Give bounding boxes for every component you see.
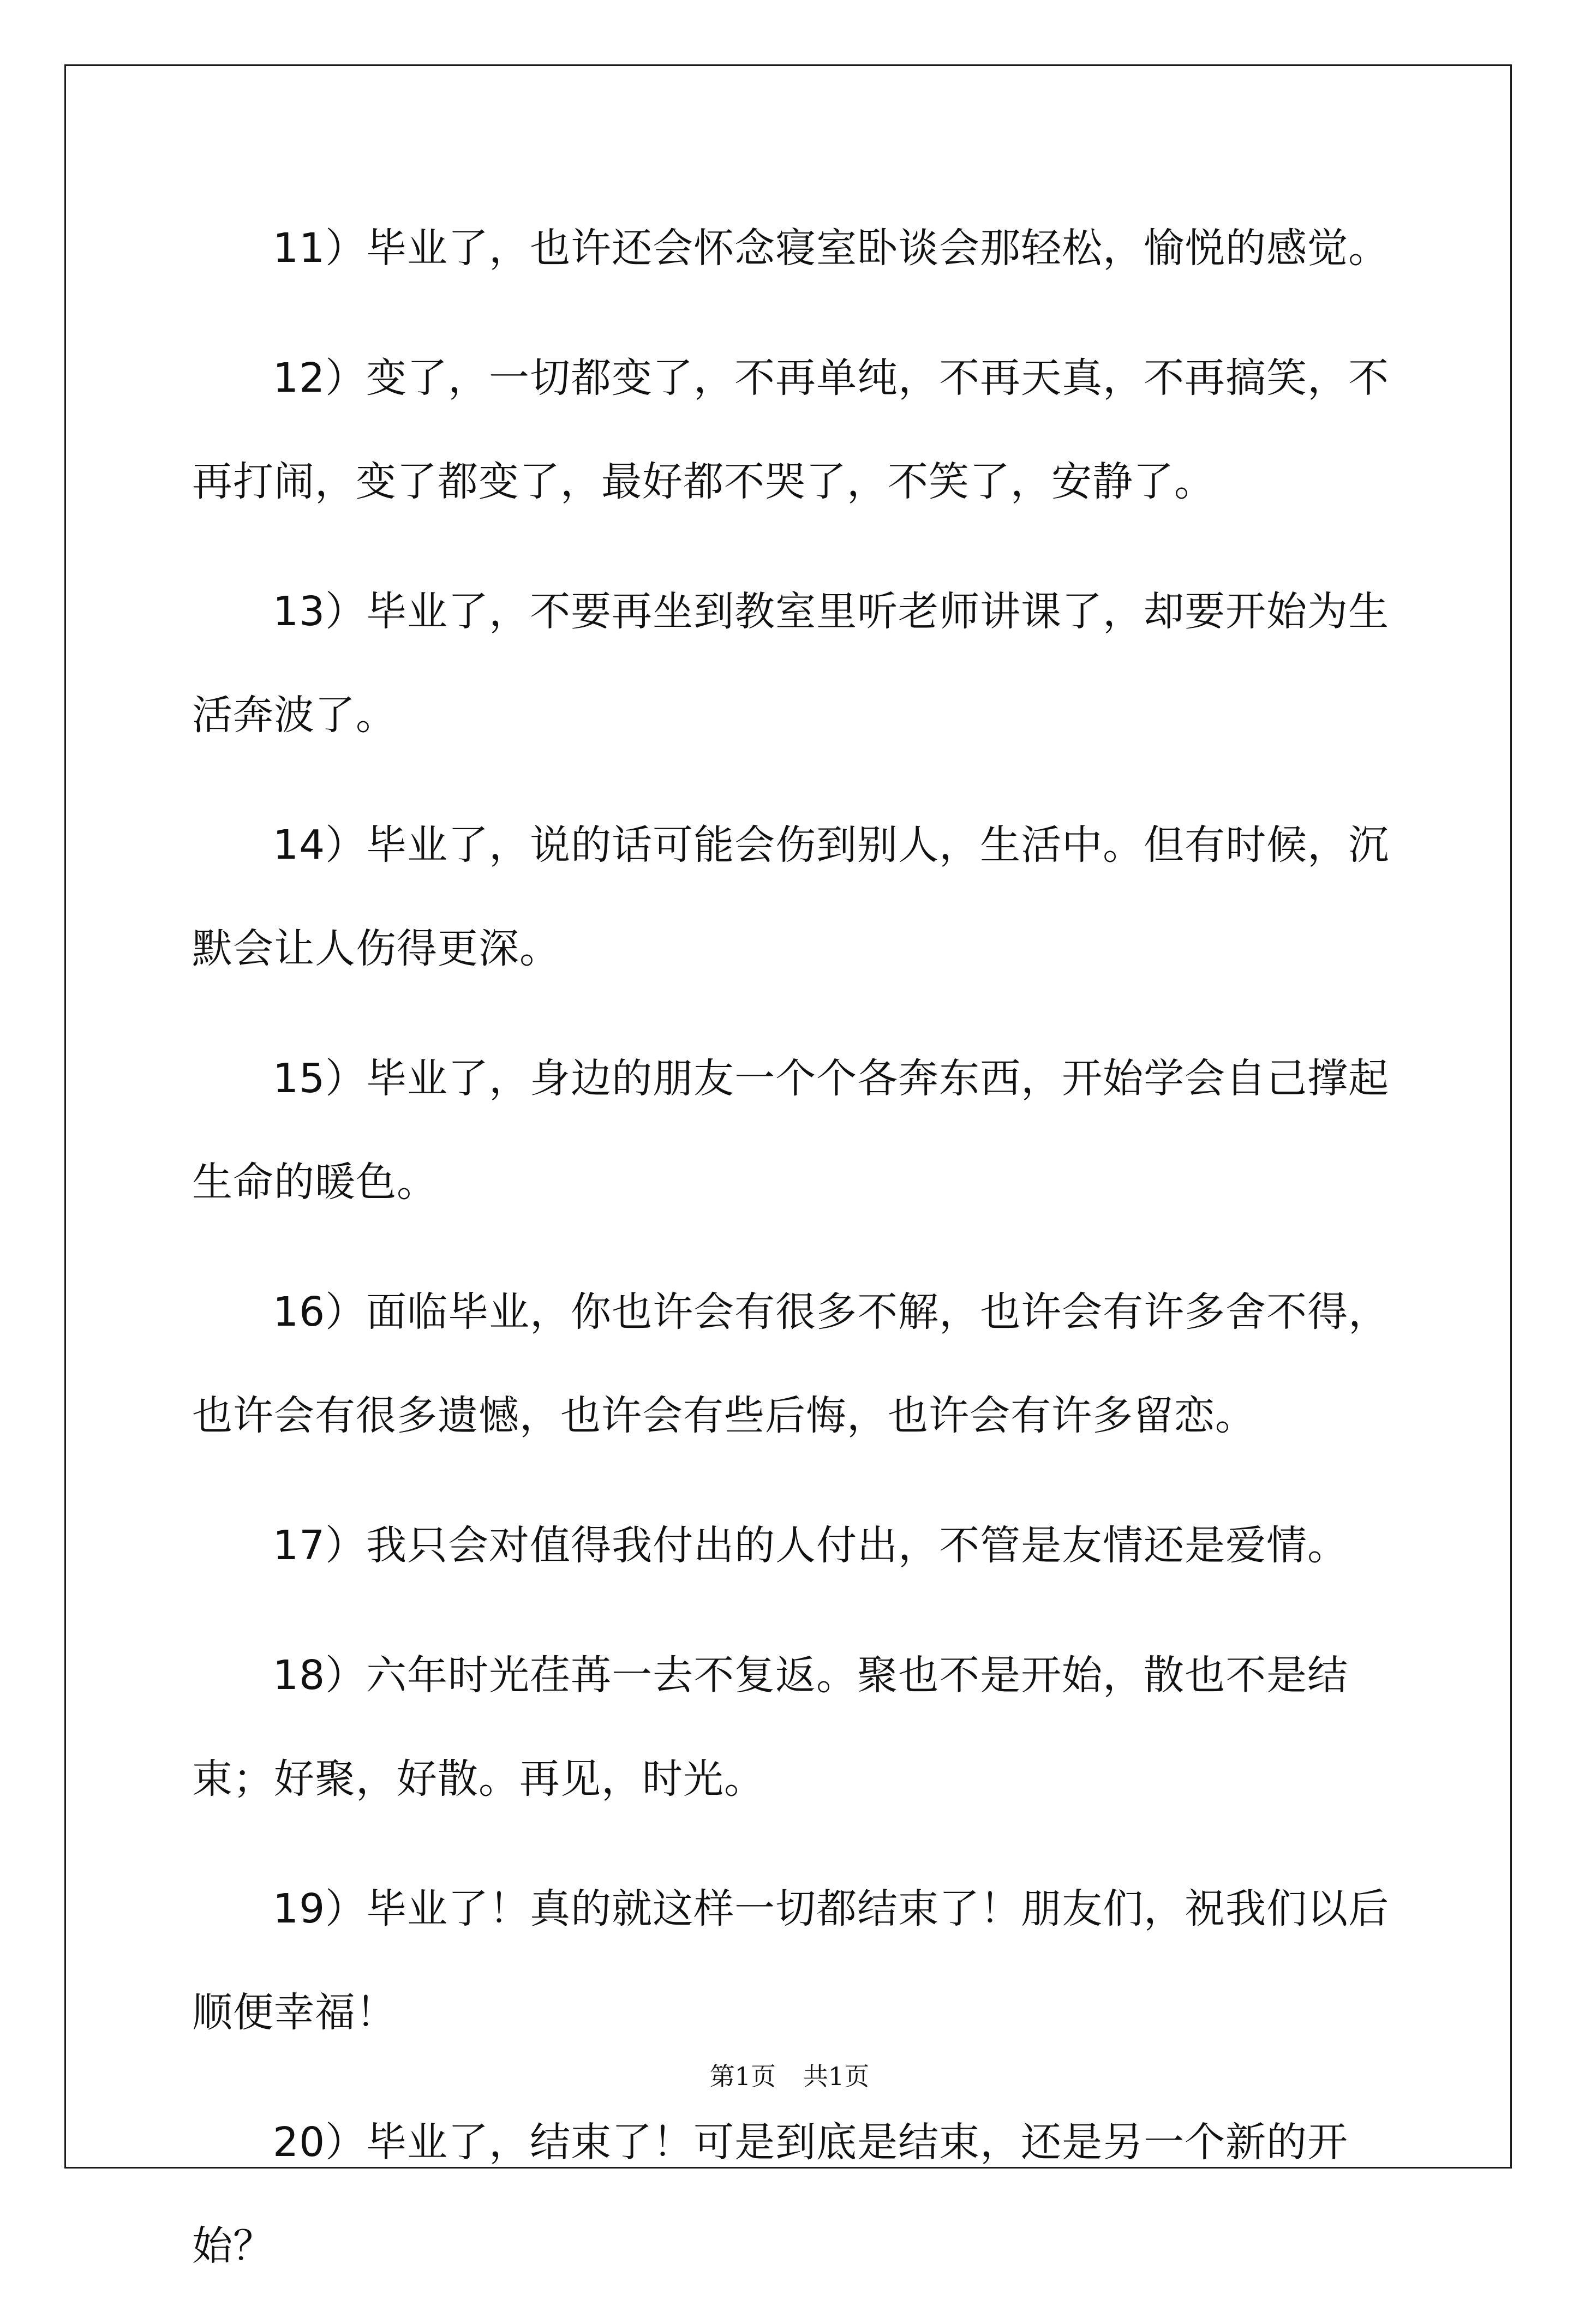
page-footer — [0, 2060, 1579, 2093]
paragraph-13: 13）毕业了，不要再坐到教室里听老师讲课了，却要开始为生活奔波了。 — [192, 588, 1390, 739]
page-number-current: 第1页 — [709, 2062, 776, 2091]
paragraph-11: 11）毕业了，也许还会怀念寝室卧谈会那轻松，愉悦的感觉。 — [273, 225, 1390, 272]
paragraph-15: 15）毕业了，身边的朋友一个个各奔东西，开始学会自己撑起生命的暖色。 — [192, 1055, 1390, 1206]
paragraph-20: 20）毕业了，结束了！可是到底是结束，还是另一个新的开始？ — [192, 2119, 1349, 2269]
paragraph-18: 18）六年时光荏苒一去不复返。聚也不是开始，散也不是结束；好聚，好散。再见，时光。 — [192, 1652, 1349, 1802]
paragraph-12: 12）变了，一切都变了，不再单纯，不再天真，不再搞笑，不再打闹，变了都变了，最好都不哭了，不笑了，安静了。 — [192, 355, 1390, 505]
page-number-total: 共1页 — [803, 2062, 870, 2091]
paragraph-19: 19）毕业了！真的就这样一切都结束了！朋友们，祝我们以后顺便幸福！ — [192, 1885, 1390, 2036]
document-body — [192, 196, 1392, 2324]
paragraph-14: 14）毕业了，说的话可能会伤到别人，生活中。但有时候，沉默会让人伤得更深。 — [192, 822, 1390, 972]
paragraph-16: 16）面临毕业，你也许会有很多不解，也许会有许多舍不得，也许会有很多遗憾，也许会有些后悔，也许会有许多留恋。 — [192, 1289, 1390, 1439]
paragraph-17: 17）我只会对值得我付出的人付出，不管是友情还是爱情。 — [273, 1522, 1349, 1569]
